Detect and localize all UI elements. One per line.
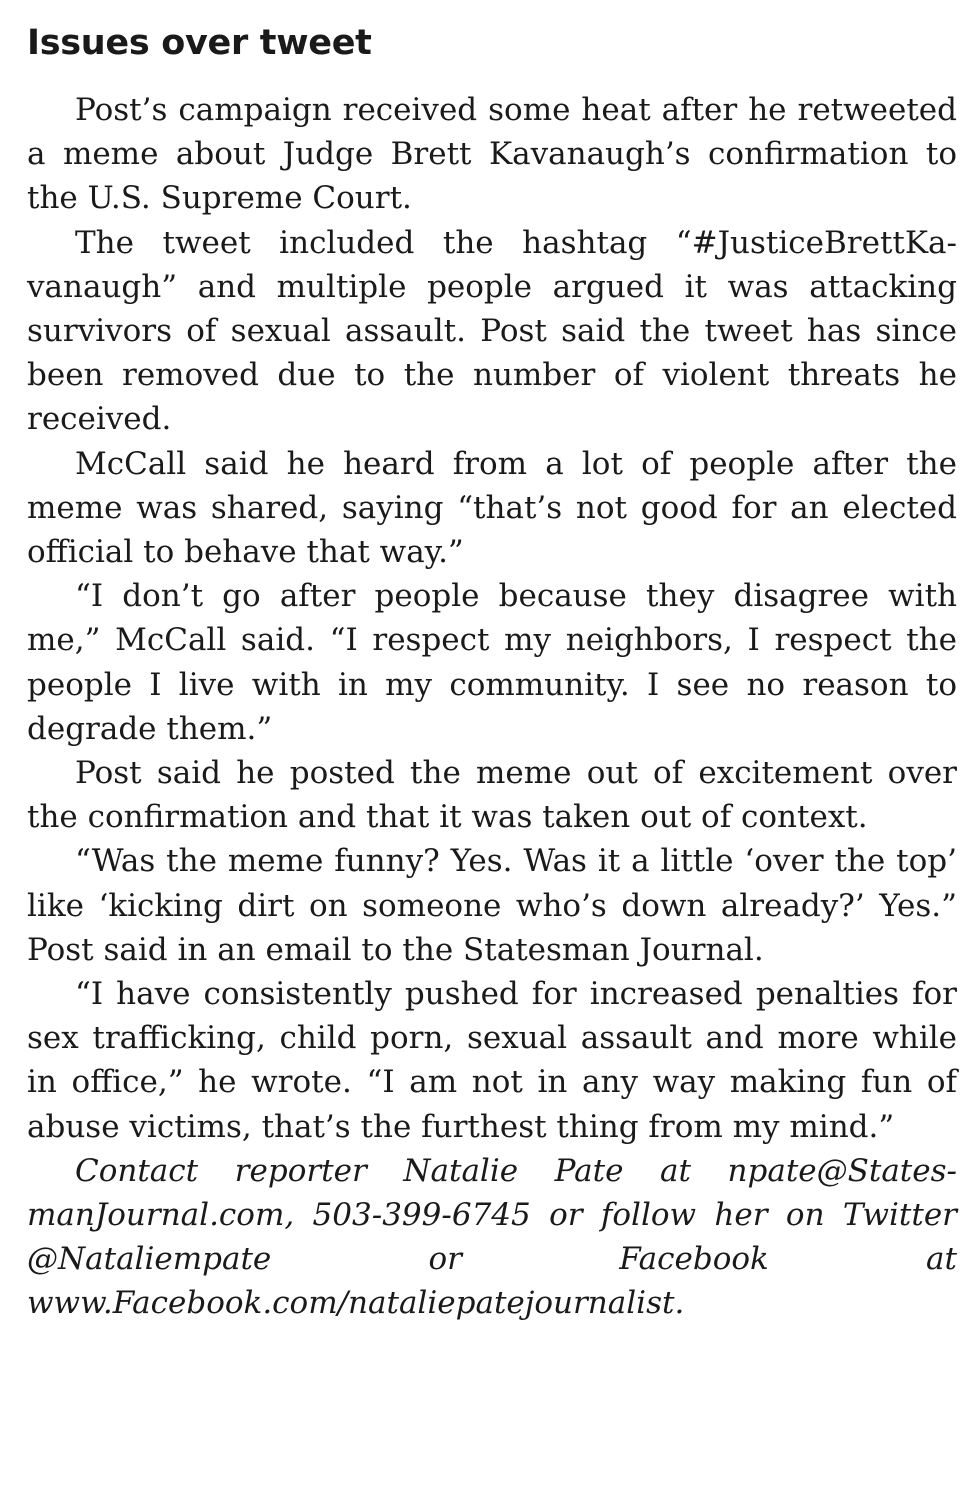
section-headline: Issues over tweet	[27, 23, 372, 63]
article-paragraph: Post’s campaign received some heat after he retweeted a meme about Judge Brett Kavanaugh’s confirmation to the U.S. Supreme Court.	[27, 92, 957, 217]
article-paragraph: “I have consistently pushed for increased penalties for sex trafficking, child porn, sexual assault and more while in office,” he wrote. “I am not in any way making fun of abuse victims, that’s the furthest thing from my mind.”	[27, 976, 957, 1145]
article-paragraph: Post said he posted the meme out of excitement over the confirmation and that it was taken out of context.	[27, 755, 957, 836]
article-paragraph: “Was the meme funny? Yes. Was it a little ‘over the top’ like ‘kicking dirt on someone who’s down already?’ Yes.” Post said in an email to the Statesman Journal.	[27, 843, 957, 968]
article-paragraph: “I don’t go after people because they disagree with me,” McCall said. “I respect my neighbors, I respect the people I live with in my community. I see no reason to degrade them.”	[27, 578, 957, 747]
article-paragraph: McCall said he heard from a lot of people after the meme was shared, saying “that’s not good for an elected official to behave that way.”	[27, 445, 957, 571]
article-paragraph: The tweet included the hashtag “#JusticeBrettKavanaugh” and multiple people argued it was attacking survivors of sexual assault. Post said the tweet has since been removed due to the number of violent threats he received.	[27, 224, 957, 438]
reporter-contact: Contact reporter Natalie Pate at npate@StatesmanJournal.com, 503-399-6745 or follow her on Twitter @Nataliempate or Facebook at www.Facebook.com/nataliepatejournalist.	[27, 1152, 957, 1322]
